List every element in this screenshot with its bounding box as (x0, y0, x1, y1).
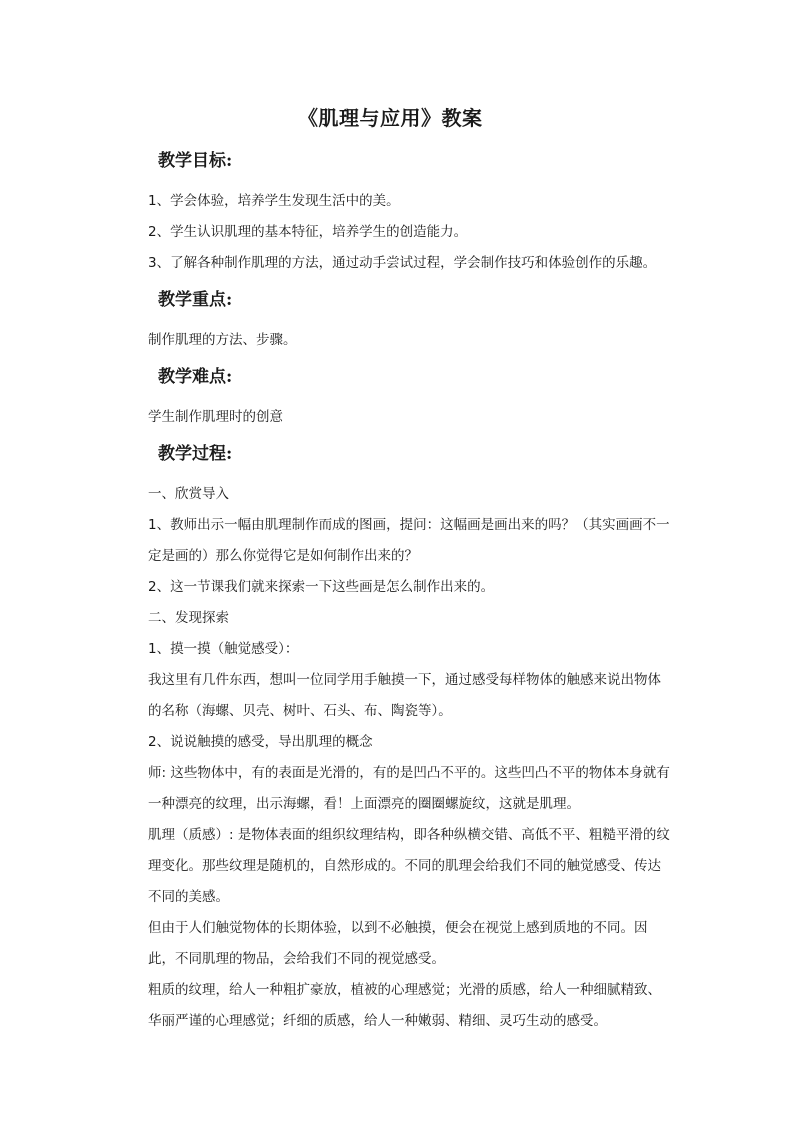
process-part1-title: 一、欣赏导入 (148, 486, 229, 502)
document-title: 《肌理与应用》教案 (298, 106, 483, 130)
process-part2-item1-text: 我这里有几件东西，想叫一位同学用手触摸一下，通过感受每样物体的触感来说出物体的名称（海螺、贝壳、树叶、石头、布、陶瓷等）。 (148, 672, 661, 719)
difficulties-heading: 教学难点: (158, 367, 233, 387)
objective-item: 3、了解各种制作肌理的方法，通过动手尝试过程，学会制作技巧和体验创作的乐趣。 (148, 255, 657, 271)
process-part2-title: 二、发现探索 (148, 610, 229, 626)
process-part2-paragraph: 但由于人们触觉物体的长期体验，以到不必触摸，便会在视觉上感到质地的不同。因此，不同肌理的物品，会给我们不同的视觉感受。 (148, 920, 648, 967)
difficulties-text: 学生制作肌理时的创意 (148, 409, 283, 425)
process-heading: 教学过程: (158, 444, 233, 464)
process-part2-item1: 1、摸一摸（触觉感受）： (148, 641, 299, 657)
objective-item: 1、学会体验，培养学生发现生活中的美。 (148, 193, 400, 209)
process-part1-item2: 2、这一节课我们就来探索一下这些画是怎么制作出来的。 (148, 579, 495, 595)
process-part2-paragraph: 师: 这些物体中，有的表面是光滑的，有的是凹凸不平的。这些凹凸不平的物体本身就有一种漂亮的纹理，出示海螺，看！上面漂亮的圈圈螺旋纹，这就是肌理。 (148, 765, 670, 812)
key-points-text: 制作肌理的方法、步骤。 (148, 332, 297, 348)
process-part2-paragraph: 粗质的纹理，给人一种粗扩豪放，植被的心理感觉；光滑的质感，给人一种细腻精致、华丽严谨的心理感觉；纤细的质感，给人一种嫩弱、精细、灵巧生动的感受。 (148, 982, 661, 1029)
process-part2-paragraph: 肌理（质感）: 是物体表面的组织纹理结构，即各种纵横交错、高低不平、粗糙平滑的纹理变化。那些纹理是随机的，自然形成的。不同的肌理会给我们不同的触觉感受、传达不同的美感。 (148, 827, 670, 905)
objective-item: 2、学生认识肌理的基本特征，培养学生的创造能力。 (148, 224, 468, 240)
objectives-heading: 教学目标: (158, 151, 233, 171)
process-part2-item2: 2、说说触摸的感受，导出肌理的概念 (148, 734, 373, 750)
process-part1-item1: 1、教师出示一幅由肌理制作而成的图画，提问：这幅画是画出来的吗？（其实画画不一定是画的）那么你觉得它是如何制作出来的？ (148, 517, 670, 564)
document-body (148, 100, 674, 1037)
key-points-heading: 教学重点: (158, 290, 233, 310)
